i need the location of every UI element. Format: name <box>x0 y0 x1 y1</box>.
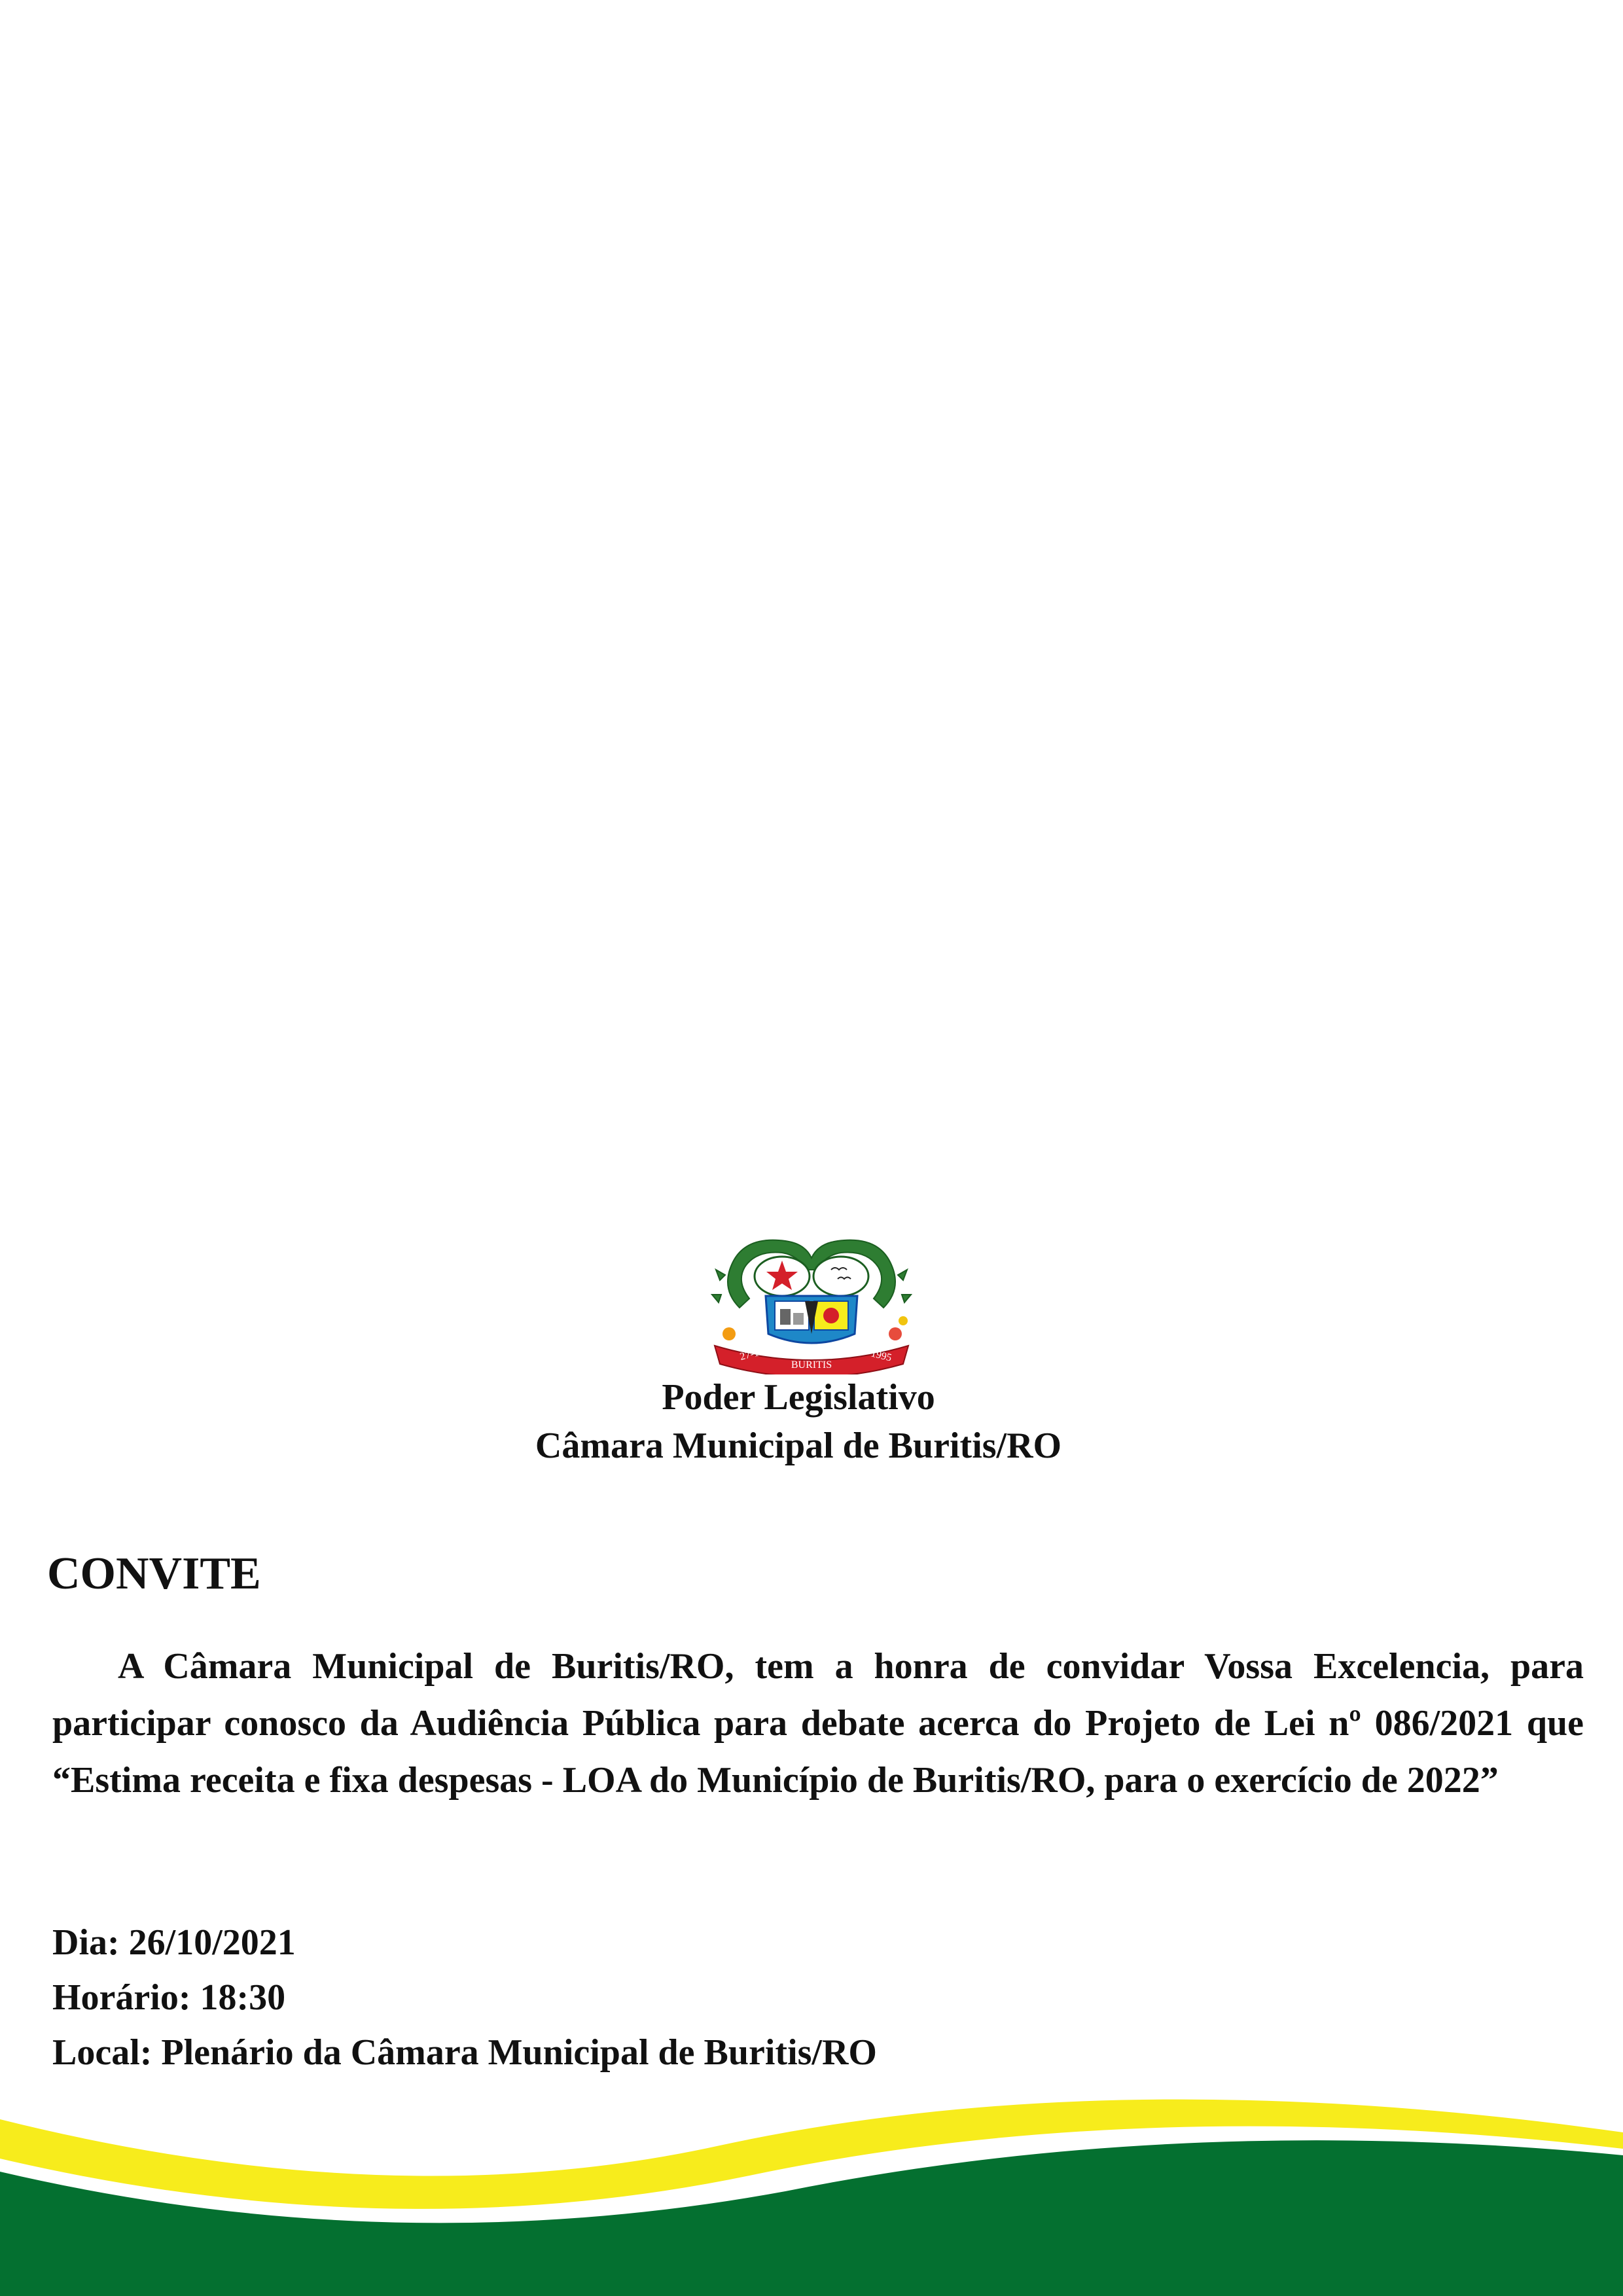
crest-banner-center: BURITIS <box>791 1359 832 1371</box>
event-time: Horário: 18:30 <box>52 1977 286 2018</box>
event-date: Dia: 26/10/2021 <box>52 1922 296 1963</box>
event-location: Local: Plenário da Câmara Municipal de Buritis/RO <box>52 2032 877 2073</box>
organization-heading <box>0 1373 1597 1470</box>
org-line-2: Câmara Municipal de Buritis/RO <box>535 1426 1062 1466</box>
crest-banner-right: 1995 <box>870 1348 893 1364</box>
invitation-title: CONVITE <box>47 1549 261 1599</box>
coat-of-arms-emblem <box>707 1236 916 1374</box>
org-line-1: Poder Legislativo <box>662 1377 935 1418</box>
footer-wave-decoration <box>0 2034 1623 2296</box>
crest-banner-left: 27-12 <box>738 1346 766 1363</box>
invitation-body: A Câmara Municipal de Buritis/RO, tem a honra de convidar Vossa Excelencia, para participar conosco da Audiência Pública para debate acerca do Projeto de Lei nº 086/2021 que “Estima receita e fixa despesas - LOA do Município de Buritis/RO, para o exercício de 2022” <box>52 1646 1584 1801</box>
